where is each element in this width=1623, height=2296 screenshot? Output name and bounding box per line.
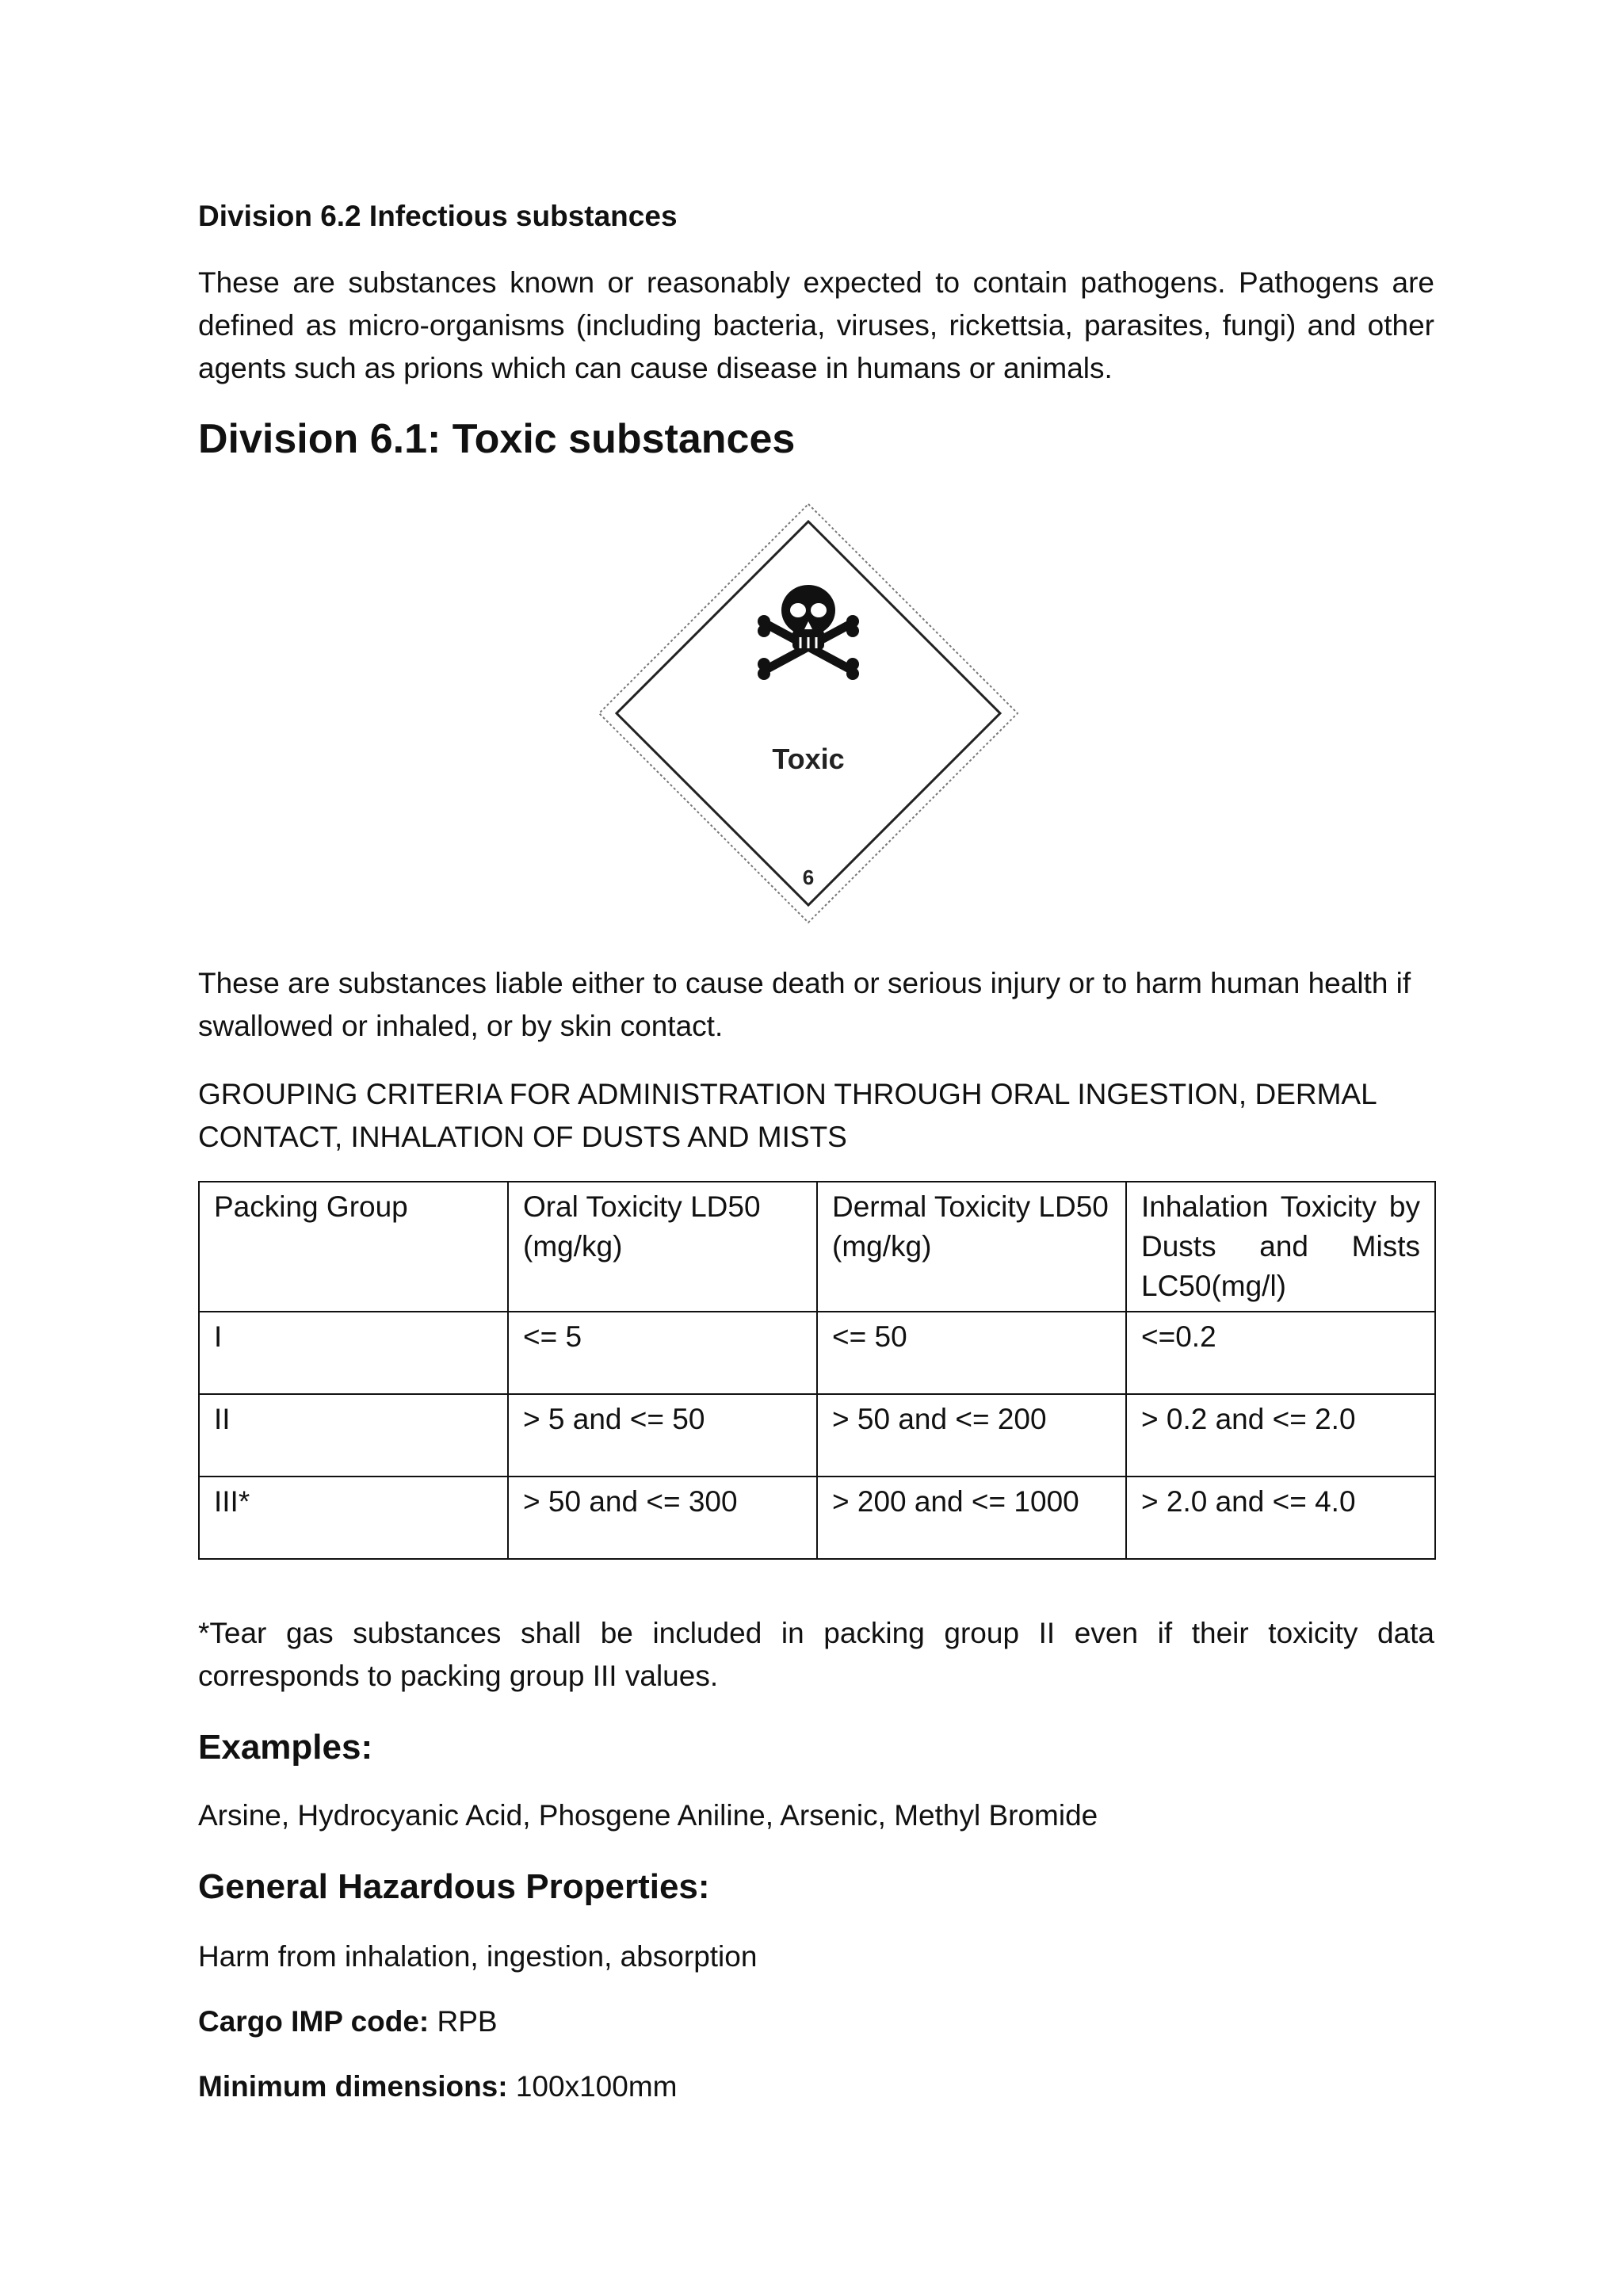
- table-cell: II: [199, 1394, 508, 1477]
- header-oral-toxicity: Oral Toxicity LD50 (mg/kg): [508, 1182, 817, 1312]
- minimum-dimensions-label: Minimum dimensions:: [198, 2070, 508, 2103]
- cargo-imp-code-label: Cargo IMP code:: [198, 2005, 430, 2038]
- table-cell: > 0.2 and <= 2.0: [1126, 1394, 1435, 1477]
- hazardous-properties-text: Harm from inhalation, ingestion, absorption: [198, 1940, 758, 1973]
- minimum-dimensions-line: [198, 2070, 677, 2103]
- table-cell: <= 50: [817, 1312, 1126, 1394]
- table-cell: > 200 and <= 1000: [817, 1477, 1126, 1559]
- table-cell: III*: [199, 1477, 508, 1559]
- table-cell: > 5 and <= 50: [508, 1394, 817, 1477]
- division-6-2-text: These are substances known or reasonably expected to contain pathogens. Pathogens are defined as micro-organisms (including bacteria, viruses, rickettsia, parasites, fungi) and other agents such as prions which can cause disease in humans or animals.: [198, 266, 1434, 384]
- tear-gas-footnote: *Tear gas substances shall be included in packing group II even if their toxicity data corresponds to packing group III values.: [198, 1617, 1434, 1692]
- division-6-2-heading: Division 6.2 Infectious substances: [198, 200, 678, 232]
- division-6-1-text: These are substances liable either to cause death or serious injury or to harm human health if swallowed or inhaled, or by skin contact.: [198, 967, 1411, 1042]
- placard-class-number: 6: [802, 865, 815, 889]
- header-inhalation-toxicity: Inhalation Toxicity by Dusts and Mists LC50(mg/l): [1126, 1182, 1435, 1312]
- toxicity-criteria-table: [198, 1181, 1436, 1560]
- hazardous-properties-heading: General Hazardous Properties:: [198, 1867, 710, 1906]
- toxic-placard: [594, 499, 1022, 927]
- division-6-1-heading: Division 6.1: Toxic substances: [198, 416, 796, 462]
- table-header-row: [199, 1182, 1435, 1312]
- table-cell: > 50 and <= 200: [817, 1394, 1126, 1477]
- header-dermal-toxicity: Dermal Toxicity LD50 (mg/kg): [817, 1182, 1126, 1312]
- table-row: [199, 1477, 1435, 1559]
- cargo-imp-code-line: [198, 2005, 498, 2038]
- table-cell: <= 5: [508, 1312, 817, 1394]
- table-cell: <=0.2: [1126, 1312, 1435, 1394]
- examples-heading: Examples:: [198, 1728, 373, 1767]
- table-cell: I: [199, 1312, 508, 1394]
- grouping-criteria-title: GROUPING CRITERIA FOR ADMINISTRATION THROUGH ORAL INGESTION, DERMAL CONTACT, INHALATION OF DUSTS AND MISTS: [198, 1078, 1377, 1153]
- placard-label: Toxic: [772, 743, 845, 775]
- minimum-dimensions-value: 100x100mm: [515, 2070, 678, 2103]
- table-row: [199, 1312, 1435, 1394]
- cargo-imp-code-value: RPB: [437, 2005, 498, 2038]
- header-packing-group: Packing Group: [199, 1182, 508, 1312]
- table-cell: > 2.0 and <= 4.0: [1126, 1477, 1435, 1559]
- table-cell: > 50 and <= 300: [508, 1477, 817, 1559]
- table-row: [199, 1394, 1435, 1477]
- examples-text: Arsine, Hydrocyanic Acid, Phosgene Aniline, Arsenic, Methyl Bromide: [198, 1799, 1098, 1832]
